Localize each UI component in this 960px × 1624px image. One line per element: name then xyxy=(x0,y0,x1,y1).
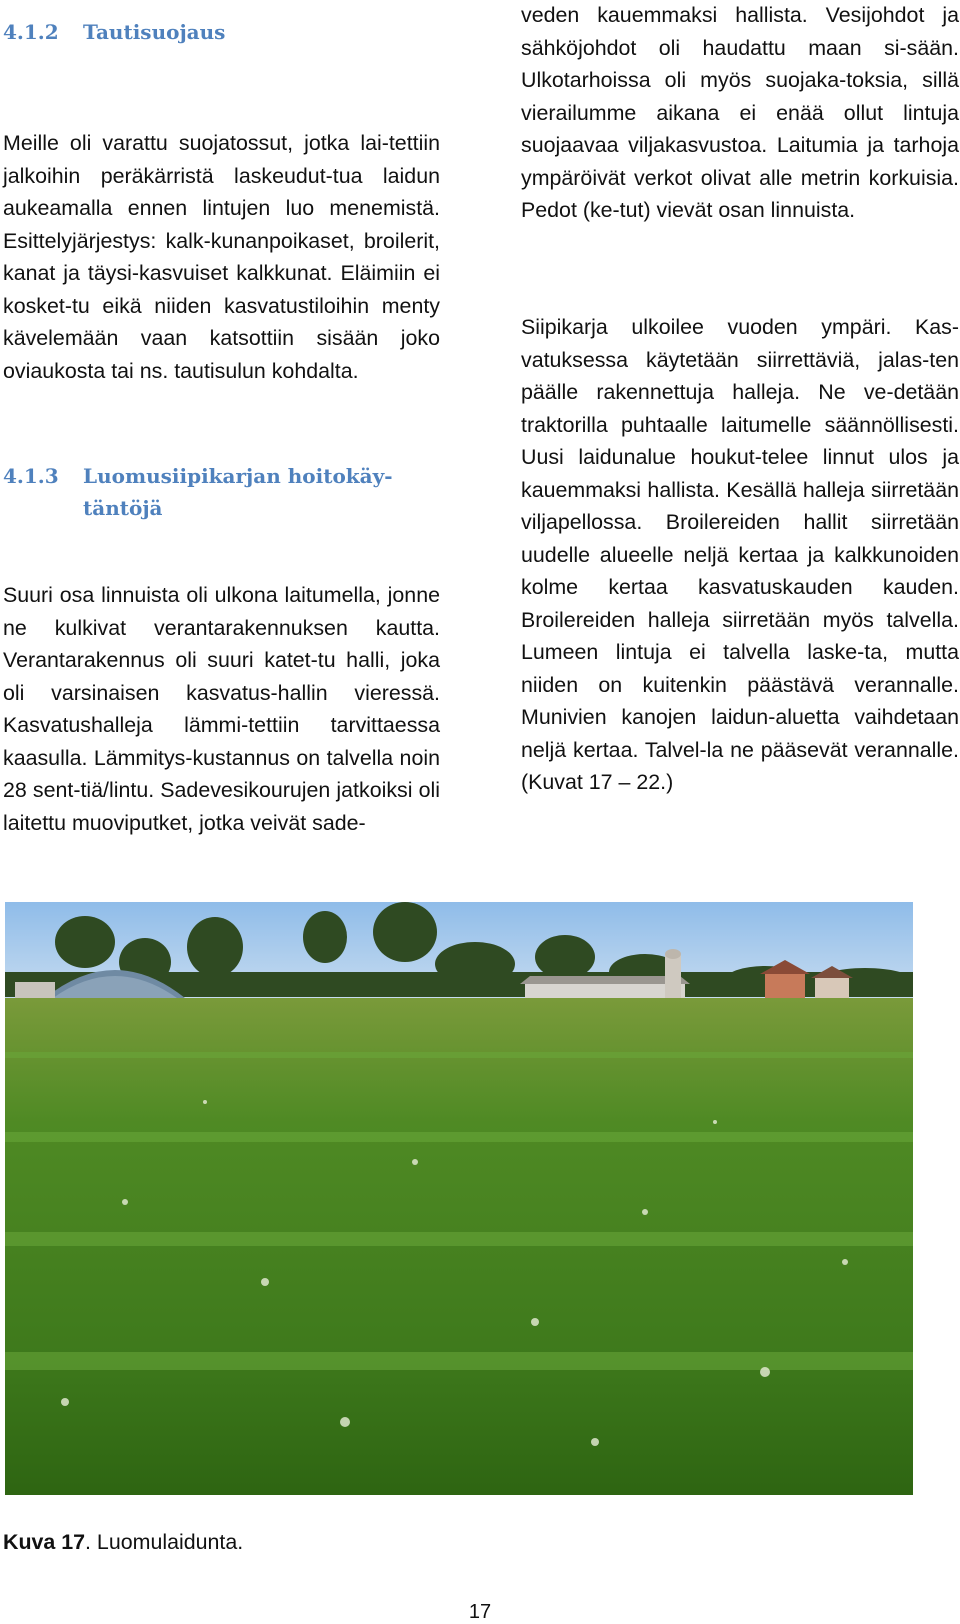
paragraph-veranda: Suuri osa linnuista oli ulkona laitumella, jonne ne kulkivat verantarakennuksen kautta. Verantarakennus oli suuri katet-tu halli, joka oli varsinaisen kasvatus-hallin vieressä. Kasvatushalleja lämmi-tettiin tarvittaessa kaasulla. Lämmitys-kustannus on talvella noin 28 sent-tiä/lintu. Sadevesikourujen jatkoiksi oli laitettu muoviputket, jotka veivät sade- xyxy=(3,583,440,835)
section-number: 4.1.3 xyxy=(3,464,59,488)
section-title: Tautisuojaus xyxy=(83,20,226,44)
section-heading-hoitokaytannot xyxy=(3,460,440,524)
figure-caption-label: Kuva 17 xyxy=(3,1530,86,1554)
section-heading-tautisuojaus xyxy=(3,16,440,48)
paragraph-disease-protection: Meille oli varattu suojatossut, jotka lai-tettiin jalkoihin peräkärristä laskeudut-tua laidun aukeamalla ennen lintujen luo menemistä. Esittelyjärjestys: kalk-kunanpoikaset, broilerit, kanat ja täysi-kasvuiset kalkkunat. Eläimiin ei kosket-tu eikä niiden kasvatustiloihin menty kävelemään vaan katsottiin sisään joko oviaukosta tai ns. tautisulun kohdalta. xyxy=(3,131,440,383)
paragraph-outdoor-runs: veden kauemmaksi hallista. Vesijohdot ja sähköjohdot oli haudattu maan si-sään. Ulkotarhoissa oli myös suojaka-toksia, sillä vierailumme aikana ei enää ollut lintuja suojaavaa viljakasvustoa. Laitumia ja tarhoja ympäröivät verkot olivat alle metrin korkuisia. Pedot (ke-tut) vievät osan linnuista. xyxy=(521,3,959,223)
section-number: 4.1.2 xyxy=(3,20,59,44)
paragraph-year-round: Siipikarja ulkoilee vuoden ympäri. Kas-vatuksessa käytetään siirrettäviä, jalas-ten päälle rakennettuja halleja. Ne ve-detään traktorilla puhtaalle laitumelle säännöllisesti. Uusi laidunalue houkut-telee linnut ulos ja kauemmaksi hallista. Kesällä halleja siirretään viljapellossa. Broilereiden hallit siirretään uudelle alueelle neljä kertaa ja kalkkunoiden kolme kertaa kasvatuskauden kauden. Broilereiden halleja siirretään myös talvella. Lumeen lintuja ei talvella laske-ta, mutta niiden on kuitenkin päästävä verannalle. Munivien kanojen laidun-aluetta vaihdetaan neljä kertaa. Talvel-la ne pääsevät verannalle.(Kuvat 17 – 22.) xyxy=(521,315,959,795)
section-title: Luomusiipikarjan hoitokäy- täntöjä xyxy=(83,464,393,520)
figure-caption xyxy=(3,1526,243,1558)
grass-field xyxy=(5,998,913,1495)
figure-caption-text: . Luomulaidunta. xyxy=(85,1530,244,1554)
page-number: 17 xyxy=(468,1601,492,1623)
pasture-photo xyxy=(5,902,913,1495)
